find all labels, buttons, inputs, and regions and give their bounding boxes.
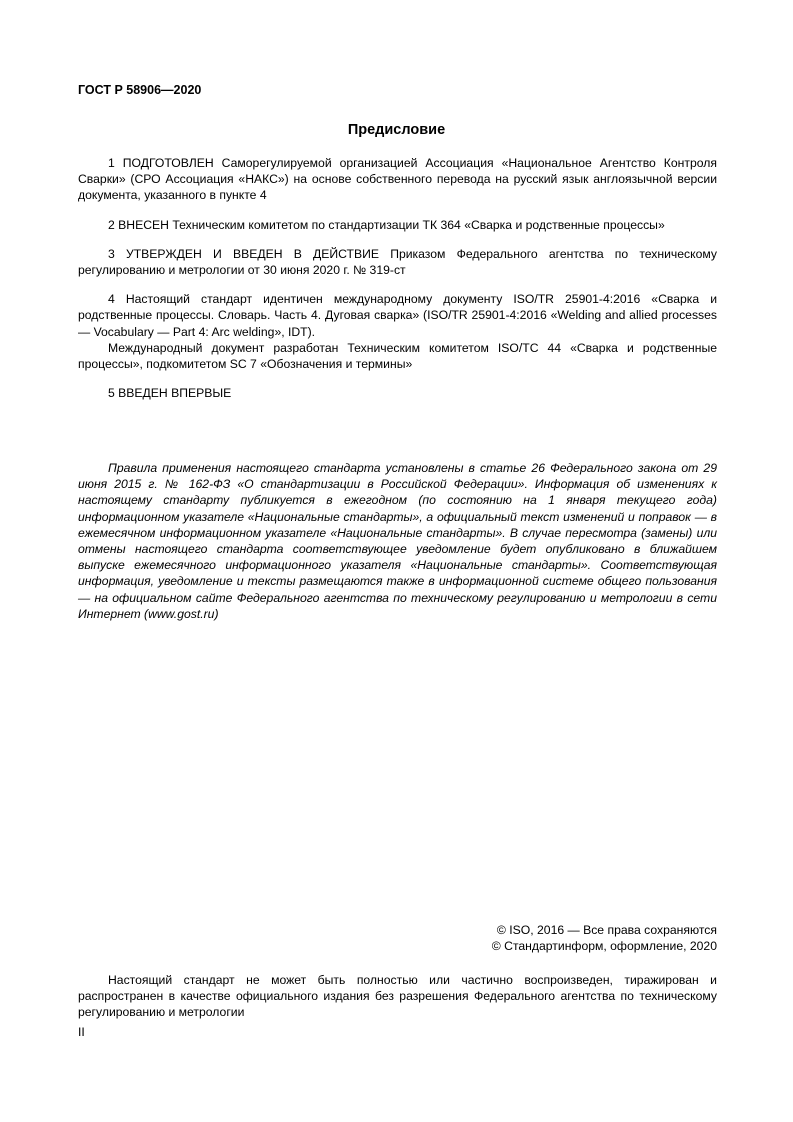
standard-code-header: ГОСТ Р 58906—2020 <box>78 83 202 97</box>
rules-note-block <box>78 460 717 622</box>
reproduction-notice <box>78 972 717 1021</box>
foreword-item-2: 2 ВНЕСЕН Техническим комитетом по стандартизации ТК 364 «Сварка и родственные процессы» <box>108 217 665 232</box>
foreword-body <box>78 155 717 401</box>
foreword-item-4-note: Международный документ разработан Техническим комитетом ISO/TC 44 «Сварка и родственные процессы», подкомитетом SC 7 «Обозначения и термины» <box>78 340 717 372</box>
rules-note-text: Правила применения настоящего стандарта установлены в статье 26 Федерального закона от 29 июня 2015 г. № 162-ФЗ «О стандартизации в Российской Федерации». Информация об изменениях к настоящему стандарту публикуется в ежегодном (по состоянию на 1 января текущего года) информационном указателе «Национальные стандарты», а официальный текст изменений и поправок — в ежемесячном информационном указателе «Национальные стандарты». В случае пересмотра (замены) или отмены настоящего стандарта соответствующее уведомление будет опубликовано в ближайшем выпуске ежемесячного информационного указателя «Национальные стандарты». Соответствующая информация, уведомление и тексты размещаются также в информационной системе общего пользования — на официальном сайте Федерального агентства по техническому регулированию и метрологии в сети Интернет (www.gost.ru) <box>78 461 717 621</box>
foreword-item-4: 4 Настоящий стандарт идентичен международному документу ISO/TR 25901-4:2016 «Сварка и родственные процессы. Словарь. Часть 4. Дуговая сварка» (ISO/TR 25901-4:2016 «Welding and allied processes — Vocabulary — Part 4: Arc welding», IDT). <box>78 292 717 339</box>
foreword-item-5: 5 ВВЕДЕН ВПЕРВЫЕ <box>108 386 232 401</box>
iso-copyright: © ISO, 2016 — Все права сохраняются <box>496 923 717 937</box>
page-number: II <box>78 1025 85 1039</box>
foreword-item-3: 3 УТВЕРЖДЕН И ВВЕДЕН В ДЕЙСТВИЕ Приказом Федерального агентства по техническому регулированию и метрологии от 30 июня 2020 г. № 319-ст <box>78 246 717 278</box>
copyright-block <box>492 922 717 954</box>
page-title: Предисловие <box>347 122 446 138</box>
reproduction-notice-text: Настоящий стандарт не может быть полностью или частично воспроизведен, тиражирован и распространен в качестве официального издания без разрешения Федерального агентства по техническому регулированию и метрологии <box>78 973 717 1020</box>
foreword-item-1: 1 ПОДГОТОВЛЕН Саморегулируемой организацией Ассоциация «Национальное Агентство Контроля Сварки» (СРО Ассоциация «НАКС») на основе собственного перевода на русский язык англоязычной версии документа, указанного в пункте 4 <box>78 156 717 203</box>
standartinform-copyright: © Стандартинформ, оформление, 2020 <box>491 939 717 954</box>
